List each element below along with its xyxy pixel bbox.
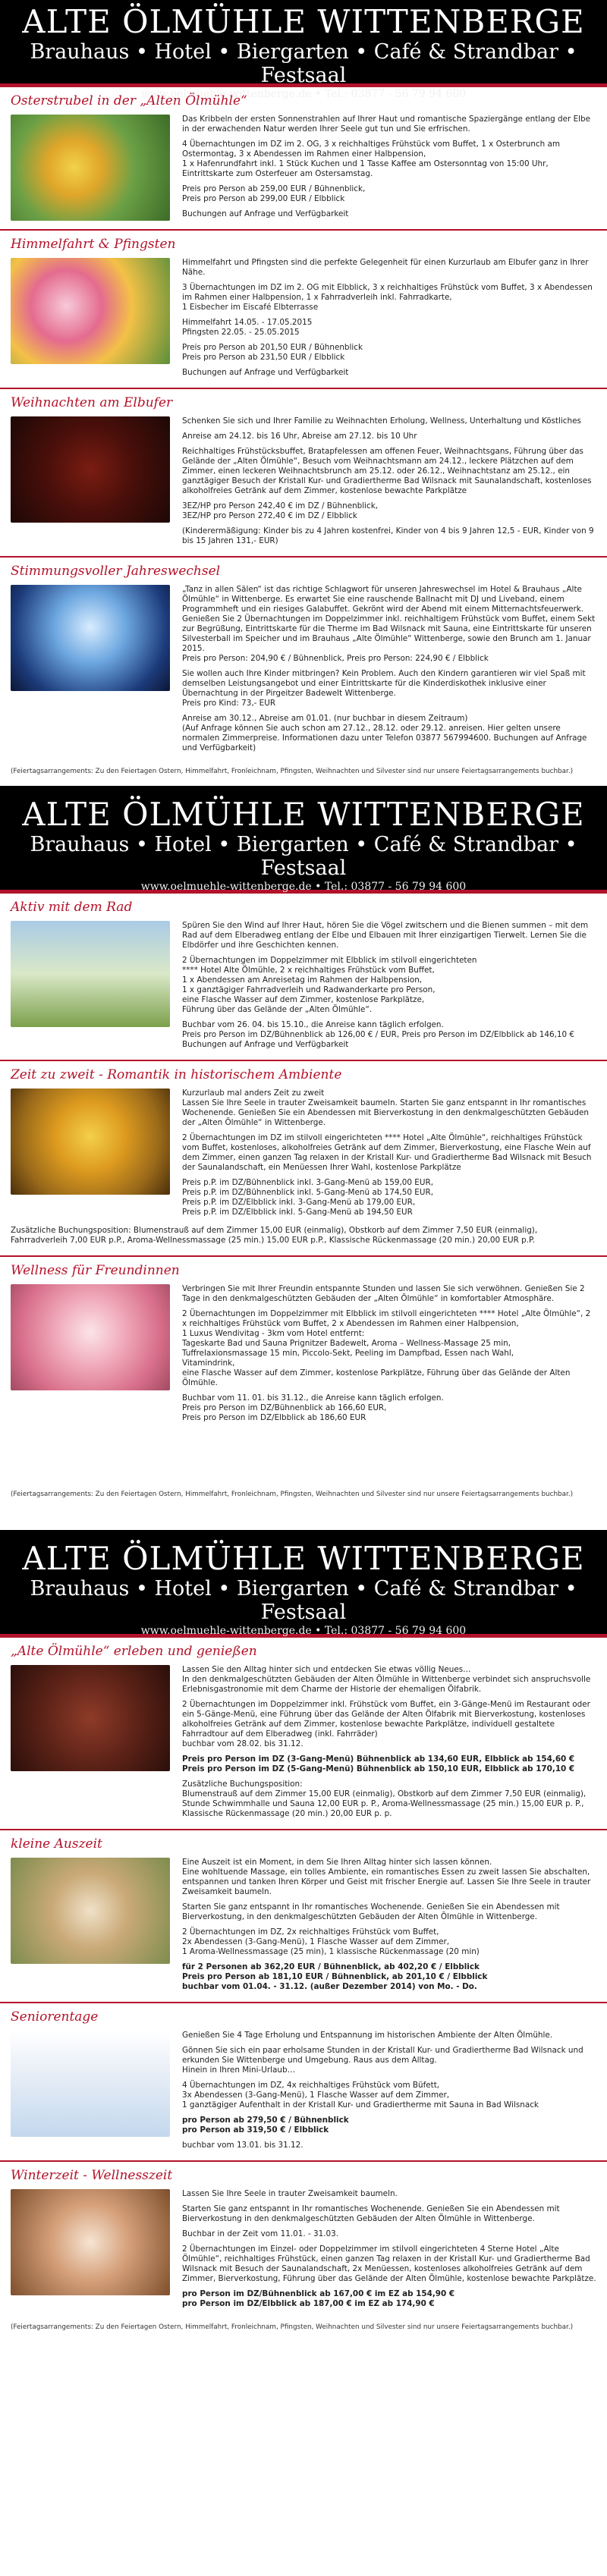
paragraph: Genießen Sie 4 Tage Erholung und Entspannung im historischen Ambiente der Alten Ölmühle.	[182, 2031, 553, 2040]
paragraph: Spüren Sie den Wind auf Ihrer Haut, hören Sie die Vögel zwitschern und die Bienen summen – mit dem Rad auf dem Elberadweg entlang der Elbe und Elbauen mit Ihrer einzigartigen Tierwelt. Lernen Sie die Elbdörfer und ihre Geschichten kennen.	[182, 921, 589, 950]
price-text: Buchbar vom 11. 01. bis 31.12., die Anreise kann täglich erfolgen. Preis pro Person im DZ/Bühnenblick ab 166,60 EUR, Preis pro Person im DZ/Elbblick ab 186,60 EUR	[182, 1393, 444, 1422]
section-title: Osterstrubel in der „Alten Ölmühle“	[11, 93, 247, 108]
section-text	[182, 416, 596, 551]
price-text: für 2 Personen ab 362,20 EUR / Bühnenblick, ab 402,20 € / Elbblick Preis pro Person ab 181,10 EUR / Bühnenblick, ab 201,10 € / Elbblick buchbar vom 01.04. - 31.12. (außer Dezember 2014) von Mo. - Do.	[182, 1962, 488, 1991]
header-banner	[0, 1530, 607, 1636]
paragraph: 4 Übernachtungen im DZ im 2. OG, 3 x reichhaltiges Frühstück vom Buffet, 1 x Osterbrunch am Ostermontag, 3 x Abendessen im Rahmen einer Halbpension, 1 x Hafenrundfahrt inkl. 1 Stück Kuchen und 1 Tasse Kaffee am Ostersonntag von 15:00 Uhr, Eintrittskarte zum Osterfeuer am Ostersamstag.	[182, 140, 561, 178]
section-extra-text	[11, 1226, 596, 1246]
section-title: Winterzeit - Wellnesszeit	[11, 2168, 173, 2183]
winter-wellness-image	[11, 2189, 170, 2295]
section-zeit-zu-zweit	[0, 1060, 607, 1255]
footnote: (Feiertagsarrangements: Zu den Feiertagen Ostern, Himmelfahrt, Fronleichnam, Pfingsten, Weihnachten und Silvester sind nur unsere Feiertagsarrangements buchbar.)	[11, 1491, 574, 1498]
paragraph: 2 Übernachtungen im Doppelzimmer mit Elbblick im stilvoll eingerichteten **** Hotel „Alte Ölmühle“, 2 x reichhaltiges Frühstück vom Buffet, 2 x Abendessen im Rahmen einer Halbpension, 1 Luxus Wendivitag - 3km vom Hotel entfernt: Tageskarte Bad und Sauna Prignitzer Badewelt, Aroma – Wellness-Massage 25 min, Tuffrelaxionsmassage 15 min, Piccolo-Sekt, Peeling im Dampfbad, Essen nach Wahl, Vitamindrink, eine Flasche Wasser auf dem Zimmer, kostenlose Parkplätze, Führung über das Gelände der Alten Ölmühle.	[182, 1309, 591, 1387]
paragraph: Gönnen Sie sich ein paar erholsame Stunden in der Kristall Kur- und Gradiertherme Bad Wilsnack und erkunden Sie Wittenberge und Umgebung. Raus aus dem Alltag. Hinein in Ihren Mini-Urlaub…	[182, 2046, 583, 2075]
header-title: ALTE ÖLMÜHLE WITTENBERGE	[22, 1540, 585, 1577]
section-text	[182, 585, 596, 759]
paragraph: Anreise am 24.12. bis 16 Uhr, Abreise am 27.12. bis 10 Uhr	[182, 432, 417, 441]
section-title: Weihnachten am Elbufer	[11, 395, 173, 410]
section-seniorentage	[0, 2002, 607, 2160]
paragraph: 2 Übernachtungen im Doppelzimmer mit Elbblick im stilvoll eingerichteten **** Hotel Alte Ölmühle, 2 x reichhaltiges Frühstück vom Buffet, 1 x Abendessen am Anreisetag im Rahmen der Halbpension, 1 x ganztägiger Fahrradverleih und Radwanderkarte pro Person, eine Flasche Wasser auf dem Zimmer, kostenlose Parkplätze, Führung über das Gelände der „Alten Ölmühle“.	[182, 956, 477, 1014]
section-himmelfahrt	[0, 229, 607, 388]
paragraph: 2 Übernachtungen im Doppelzimmer inkl. Frühstück vom Buffet, ein 3-Gänge-Menü im Restaurant oder ein 5-Gänge-Menü, eine Führung über das Gelände der Alten Ölfabrik mit Bierverkostung, kostenloses alkoholfreies Getränk auf dem Zimmer, kostenlose bewachte Parkplätze, individuell gestaltete Fahrradtour auf dem Elberadweg (inkl. Fahrräder) buchbar vom 28.02. bis 31.12.	[182, 1700, 590, 1748]
wellness-image	[11, 1284, 170, 1390]
section-weihnachten	[0, 388, 607, 556]
paragraph: Eine Auszeit ist ein Moment, in dem Sie Ihren Alltag hinter sich lassen können. Eine wohltuende Massage, ein tolles Ambiente, ein romantisches Essen zu zweit lassen Sie abschalten, entspannen und tanken Ihren Körper und Geist mit frischer Energie auf. Lassen Sie Ihre Seele in trauter Zweisamkeit baumeln.	[182, 1858, 591, 1896]
section-winterzeit	[0, 2160, 607, 2319]
section-title: kleine Auszeit	[11, 1836, 102, 1852]
header-subtitle: Brauhaus • Hotel • Biergarten • Café & Strandbar • Festsaal	[30, 40, 577, 87]
section-text	[182, 2189, 596, 2314]
header-title: ALTE ÖLMÜHLE WITTENBERGE	[22, 796, 585, 833]
wine-dinner-image	[11, 1665, 170, 1771]
fireworks-image	[11, 585, 170, 691]
paragraph: Starten Sie ganz entspannt in Ihr romantisches Wochenende. Genießen Sie ein Abendessen mit Bierverkostung in den denkmalgeschützten Gebäuden der Alten Ölmühle in Wittenberge.	[182, 2204, 560, 2223]
price-text: Preis pro Person ab 201,50 EUR / Bühnenblick Preis pro Person ab 231,50 EUR / Elbblick	[182, 343, 363, 362]
paragraph: Schenken Sie sich und Ihrer Familie zu Weihnachten Erholung, Wellness, Unterhaltung und Köstliches	[182, 416, 581, 426]
header-contact[interactable]: www.oelmuehle-wittenberge.de • Tel.: 03877 - 56 79 94 600	[140, 1625, 467, 1637]
header-title: ALTE ÖLMÜHLE WITTENBERGE	[22, 3, 585, 40]
section-title: Zeit zu zweit - Romantik in historischem Ambiente	[11, 1067, 342, 1082]
paragraph: 2 Übernachtungen im DZ, 2x reichhaltiges Frühstück vom Buffet, 2x Abendessen (3-Gang-Menü), 1 Flasche Wasser auf dem Zimmer, 1 Aroma-Wellnessmassage (25 min), 1 klassische Rückenmassage (20 min)	[182, 1927, 480, 1956]
header-contact[interactable]: www.oelmuehle-wittenberge.de • Tel.: 03877 - 56 79 94 600	[140, 88, 467, 100]
paragraph: Das Kribbeln der ersten Sonnenstrahlen auf Ihrer Haut und romantische Spaziergänge entlang der Elbe in der erwachenden Natur werden Ihrer Seele gut tun und Sie erfrischen.	[182, 115, 591, 134]
paragraph: (Kinderermäßigung: Kinder bis zu 4 Jahren kostenfrei, Kinder von 4 bis 9 Jahren 12,5 - EUR, Kinder von 9 bis 15 Jahren 131,- EUR)	[182, 526, 594, 545]
section-text	[182, 1089, 596, 1223]
christmas-image	[11, 416, 170, 523]
section-text	[182, 1858, 596, 1997]
section-wellness-freundinnen	[0, 1255, 607, 1433]
paragraph: Lassen Sie Ihre Seele in trauter Zweisamkeit baumeln.	[182, 2189, 398, 2198]
footnote: (Feiertagsarrangements: Zu den Feiertagen Ostern, Himmelfahrt, Fronleichnam, Pfingsten, Weihnachten und Silvester sind nur unsere Feiertagsarrangements buchbar.)	[11, 768, 574, 775]
paragraph: Zusätzliche Buchungsposition: Blumenstrauß auf dem Zimmer 15,00 EUR (einmalig), Obstkorb auf dem Zimmer 7,50 EUR (einmalig), Fahrradverleih 7,00 EUR p.P., Aroma-Wellnessmassage (25 min.) 15,00 EUR p.P., Klassische Rückenmassage (20 min.) 20,00 EUR p.P.	[11, 1226, 538, 1245]
section-text	[182, 115, 596, 225]
paragraph: Reichhaltiges Frühstücksbuffet, Bratapfelessen am offenen Feuer, Weihnachtsgans, Führung über das Gelände der „Alten Ölmühle“, Besuch vom Weihnachtsmann am 24.12., leckere Plätzchen auf dem Zimmer, einen leckeren Weihnachtsbrunch am 25.12. oder 26.12., Weihnachtstanz am 25.12., ein ganztägiger Besuch der Kristall Kur- und Gradiertherme Bad Wilsnack mit Saunalandschaft, kostenloses alkoholfreies Getränk auf dem Zimmer, kostenlose bewachte Parkplätze	[182, 447, 592, 495]
section-title: „Alte Ölmühle“ erleben und genießen	[11, 1644, 257, 1659]
cycling-image	[11, 921, 170, 1027]
paragraph: Buchbar in der Zeit vom 11.01. - 31.03.	[182, 2229, 339, 2238]
paragraph: Sie wollen auch Ihre Kinder mitbringen? Kein Problem. Auch den Kindern garantieren wir viel Spaß mit demselben Leistungsangebot und einer Eintrittskarte für die Kinderdiskothek inklusive einer Übernachtung in der Pirgeitzer Badewelt Wittenberge. Preis pro Kind: 73,- EUR	[182, 669, 586, 708]
section-text	[182, 2031, 596, 2156]
paragraph: 2 Übernachtungen im Einzel- oder Doppelzimmer im stilvoll eingerichteten 4 Sterne Hotel „Alte Ölmühle“, reichhaltiges Frühstück, einen ganzen Tag relaxen in der Kristall Kur- und Gradiertherme Bad Wilsnack mit Besuch der Saunalandschaft, 2x Menüessen, kostenloses alkoholfreies Getränk auf dem Zimmer, Bierverkostung, Führung über das Gelände der Alten Ölmühle, kostenlose bewachte Parkplätze.	[182, 2245, 596, 2283]
price-text: Preis pro Person im DZ (3-Gang-Menü) Bühnenblick ab 134,60 EUR, Elbblick ab 154,60 € Preis pro Person im DZ (5-Gang-Menü) Bühnenblick ab 150,10 EUR, Elbblick ab 170,10 €	[182, 1755, 575, 1773]
paragraph: Himmelfahrt und Pfingsten sind die perfekte Gelegenheit für einen Kurzurlaub am Elbufer ganz in Ihrer Nähe.	[182, 258, 589, 277]
price-text: pro Person im DZ/Bühnenblick ab 167,00 € im EZ ab 154,90 € pro Person im DZ/Elbblick ab 187,00 € im EZ ab 174,90 €	[182, 2289, 455, 2308]
paragraph: Buchungen auf Anfrage und Verfügbarkeit	[182, 209, 349, 218]
price-text: Preis pro Person ab 259,00 EUR / Bühnenblick, Preis pro Person ab 299,00 EUR / Elbblick	[182, 184, 366, 203]
section-text	[182, 1665, 596, 1824]
footnote: (Feiertagsarrangements: Zu den Feiertagen Ostern, Himmelfahrt, Fronleichnam, Pfingsten, Weihnachten und Silvester sind nur unsere Feiertagsarrangements buchbar.)	[11, 2323, 574, 2331]
seniors-image	[11, 2031, 170, 2137]
spa-image	[11, 1858, 170, 1964]
section-ostern	[0, 86, 607, 229]
header-subtitle: Brauhaus • Hotel • Biergarten • Café & Strandbar • Festsaal	[30, 1577, 577, 1624]
paragraph: Kurzurlaub mal anders Zeit zu zweit Lassen Sie Ihre Seele in trauter Zweisamkeit baumeln. Starten Sie ganz entspannt in Ihr romantisches Wochenende. Genießen Sie ein Abendessen mit Bierverkostung in den denkmalgeschützten Gebäuden der „Alten Ölmühle“ in Wittenberge.	[182, 1089, 589, 1127]
section-text	[182, 1284, 596, 1428]
paragraph: buchbar vom 13.01. bis 31.12.	[182, 2141, 304, 2150]
section-text	[182, 921, 596, 1055]
flowers-image	[11, 258, 170, 364]
paragraph: „Tanz in allen Sälen“ ist das richtige Schlagwort für unseren Jahreswechsel im Hotel & Brauhaus „Alte Ölmühle“ in Wittenberge. Es erwartet Sie eine rauschende Ballnacht mit DJ und Liveband, einem Programmheft und ein riesiges Galabuffet. Gekrönt wird der Abend mit einem Mitternachtsfeuerwerk. Genießen Sie 2 Übernachtungen im Doppelzimmer inkl. reichhaltigem Frühstück vom Buffet, einem Sekt zur Begrüßung, Eintrittskarte für die Therme im Bad Wilsnack mit Sauna, eine Eintrittskarte für unseren Silvesterball im Speicher und im Brauhaus „Alte Ölmühle“ Wittenberge, sowie den Brunch am 1. Januar 2015. Preis pro Person: 204,90 € / Bühnenblick, Preis pro Person: 224,90 € / Elbblick	[182, 585, 596, 663]
beer-glasses-image	[11, 1089, 170, 1195]
section-kleine-auszeit	[0, 1829, 607, 2002]
section-erleben-geniessen	[0, 1636, 607, 1829]
easter-eggs-image	[11, 115, 170, 221]
paragraph: 4 Übernachtungen im DZ, 4x reichhaltiges Frühstück vom Büfett, 3x Abendessen (3-Gang-Menü), 1 Flasche Wasser auf dem Zimmer, 1 ganztägiger Aufenthalt in der Kristall Kur- und Gradiertherme mit Sauna in Bad Wilsnack	[182, 2081, 539, 2109]
paragraph: Verbringen Sie mit Ihrer Freundin entspannte Stunden und lassen Sie sich verwöhnen. Genießen Sie 2 Tage in den denkmalgeschützten Gebäuden der „Alten Ölmühle“ in komfortabler Atmosphäre.	[182, 1284, 585, 1303]
section-title: Himmelfahrt & Pfingsten	[11, 237, 176, 252]
paragraph: Zusätzliche Buchungsposition: Blumenstrauß auf dem Zimmer 15,00 EUR (einmalig), Obstkorb auf dem Zimmer 7,50 EUR (einmalig), Stunde Schwimmhalle und Sauna 12,00 EUR p. P., Aroma-Wellnessmassage (25 min.) 15,00 EUR p. P., Klassische Rückenmassage (20 min.) 20,00 EUR p. p.	[182, 1780, 587, 1818]
price-text: Buchbar vom 26. 04. bis 15.10., die Anreise kann täglich erfolgen. Preis pro Person im DZ/Bühnenblick ab 126,00 € / EUR, Preis pro Person im DZ/Elbblick ab 146,10 € Buchungen auf Anfrage und Verfügbarkeit	[182, 1020, 575, 1049]
header-banner	[0, 0, 607, 100]
section-title: Aktiv mit dem Rad	[11, 900, 133, 915]
price-text: Preis p.P. im DZ/Bühnenblick inkl. 3-Gang-Menü ab 159,00 EUR, Preis p.P. im DZ/Bühnenblick inkl. 5-Gang-Menü ab 174,50 EUR, Preis p.P. im DZ/Elbblick inkl. 3-Gang-Menü ab 179,00 EUR, Preis p.P. im DZ/Elbblick inkl. 5-Gang-Menü ab 194,50 EUR	[182, 1178, 433, 1217]
paragraph: Lassen Sie den Alltag hinter sich und entdecken Sie etwas völlig Neues… In den denkmalgeschützten Gebäuden der Alten Ölmühle in Wittenberge verbindet sich anspruchsvolle Erlebnisgastronomie mit dem Charme der Historie der ehemaligen Ölfabrik.	[182, 1665, 591, 1694]
section-title: Wellness für Freundinnen	[11, 1263, 180, 1278]
section-title: Stimmungsvoller Jahreswechsel	[11, 564, 221, 579]
section-title: Seniorentage	[11, 2009, 99, 2025]
dates-text: Himmelfahrt 14.05. - 17.05.2015 Pfingsten 22.05. - 25.05.2015	[182, 318, 313, 337]
paragraph: Anreise am 30.12., Abreise am 01.01. (nur buchbar in diesem Zeitraum) (Auf Anfrage können Sie auch schon am 27.12., 28.12. oder 29.12. anreisen. Hier gelten unsere normalen Zimmerpreise. Informationen dazu unter Telefon 03877 567994600. Buchungen auf Anfrage und Verfügbarkeit)	[182, 714, 587, 752]
section-aktiv-rad	[0, 892, 607, 1060]
paragraph: Buchungen auf Anfrage und Verfügbarkeit	[182, 368, 349, 377]
price-text: pro Person ab 279,50 € / Bühnenblick pro Person ab 319,50 € / Elbblick	[182, 2116, 349, 2135]
price-text: 3EZ/HP pro Person 242,40 € im DZ / Bühnenblick, 3EZ/HP pro Person 272,40 € im DZ / Elbblick	[182, 501, 379, 520]
section-jahreswechsel	[0, 556, 607, 763]
paragraph: Starten Sie ganz entspannt in Ihr romantisches Wochenende. Genießen Sie ein Abendessen mit Bierverkostung, in den denkmalgeschützten Gebäuden der Alten Ölmühle in Wittenberge.	[182, 1902, 560, 1921]
header-contact[interactable]: www.oelmuehle-wittenberge.de • Tel.: 03877 - 56 79 94 600	[140, 881, 467, 893]
paragraph: 3 Übernachtungen im DZ im 2. OG mit Elbblick, 3 x reichhaltiges Frühstück vom Buffet, 3 x Abendessen im Rahmen einer Halbpension, 1 x Fahrradverleih inkl. Fahrradkarte, 1 Eisbecher im Eiscafé Elbterrasse	[182, 283, 593, 312]
section-text	[182, 258, 596, 383]
paragraph: 2 Übernachtungen im DZ im stilvoll eingerichteten **** Hotel „Alte Ölmühle“, reichhaltiges Frühstück vom Buffet, kostenloses, alkoholfreies Getränk auf dem Zimmer, Bierverkostung, eine Flasche Wein auf dem Zimmer, einen ganzen Tag relaxen in der Kristall Kur- und Gradiertherme Bad Wilsnack mit Besuch der Saunalandschaft, ein Menüessen Ihrer Wahl, kostenlose Parkplätze	[182, 1133, 592, 1172]
header-subtitle: Brauhaus • Hotel • Biergarten • Café & Strandbar • Festsaal	[30, 833, 577, 880]
header-banner	[0, 786, 607, 892]
